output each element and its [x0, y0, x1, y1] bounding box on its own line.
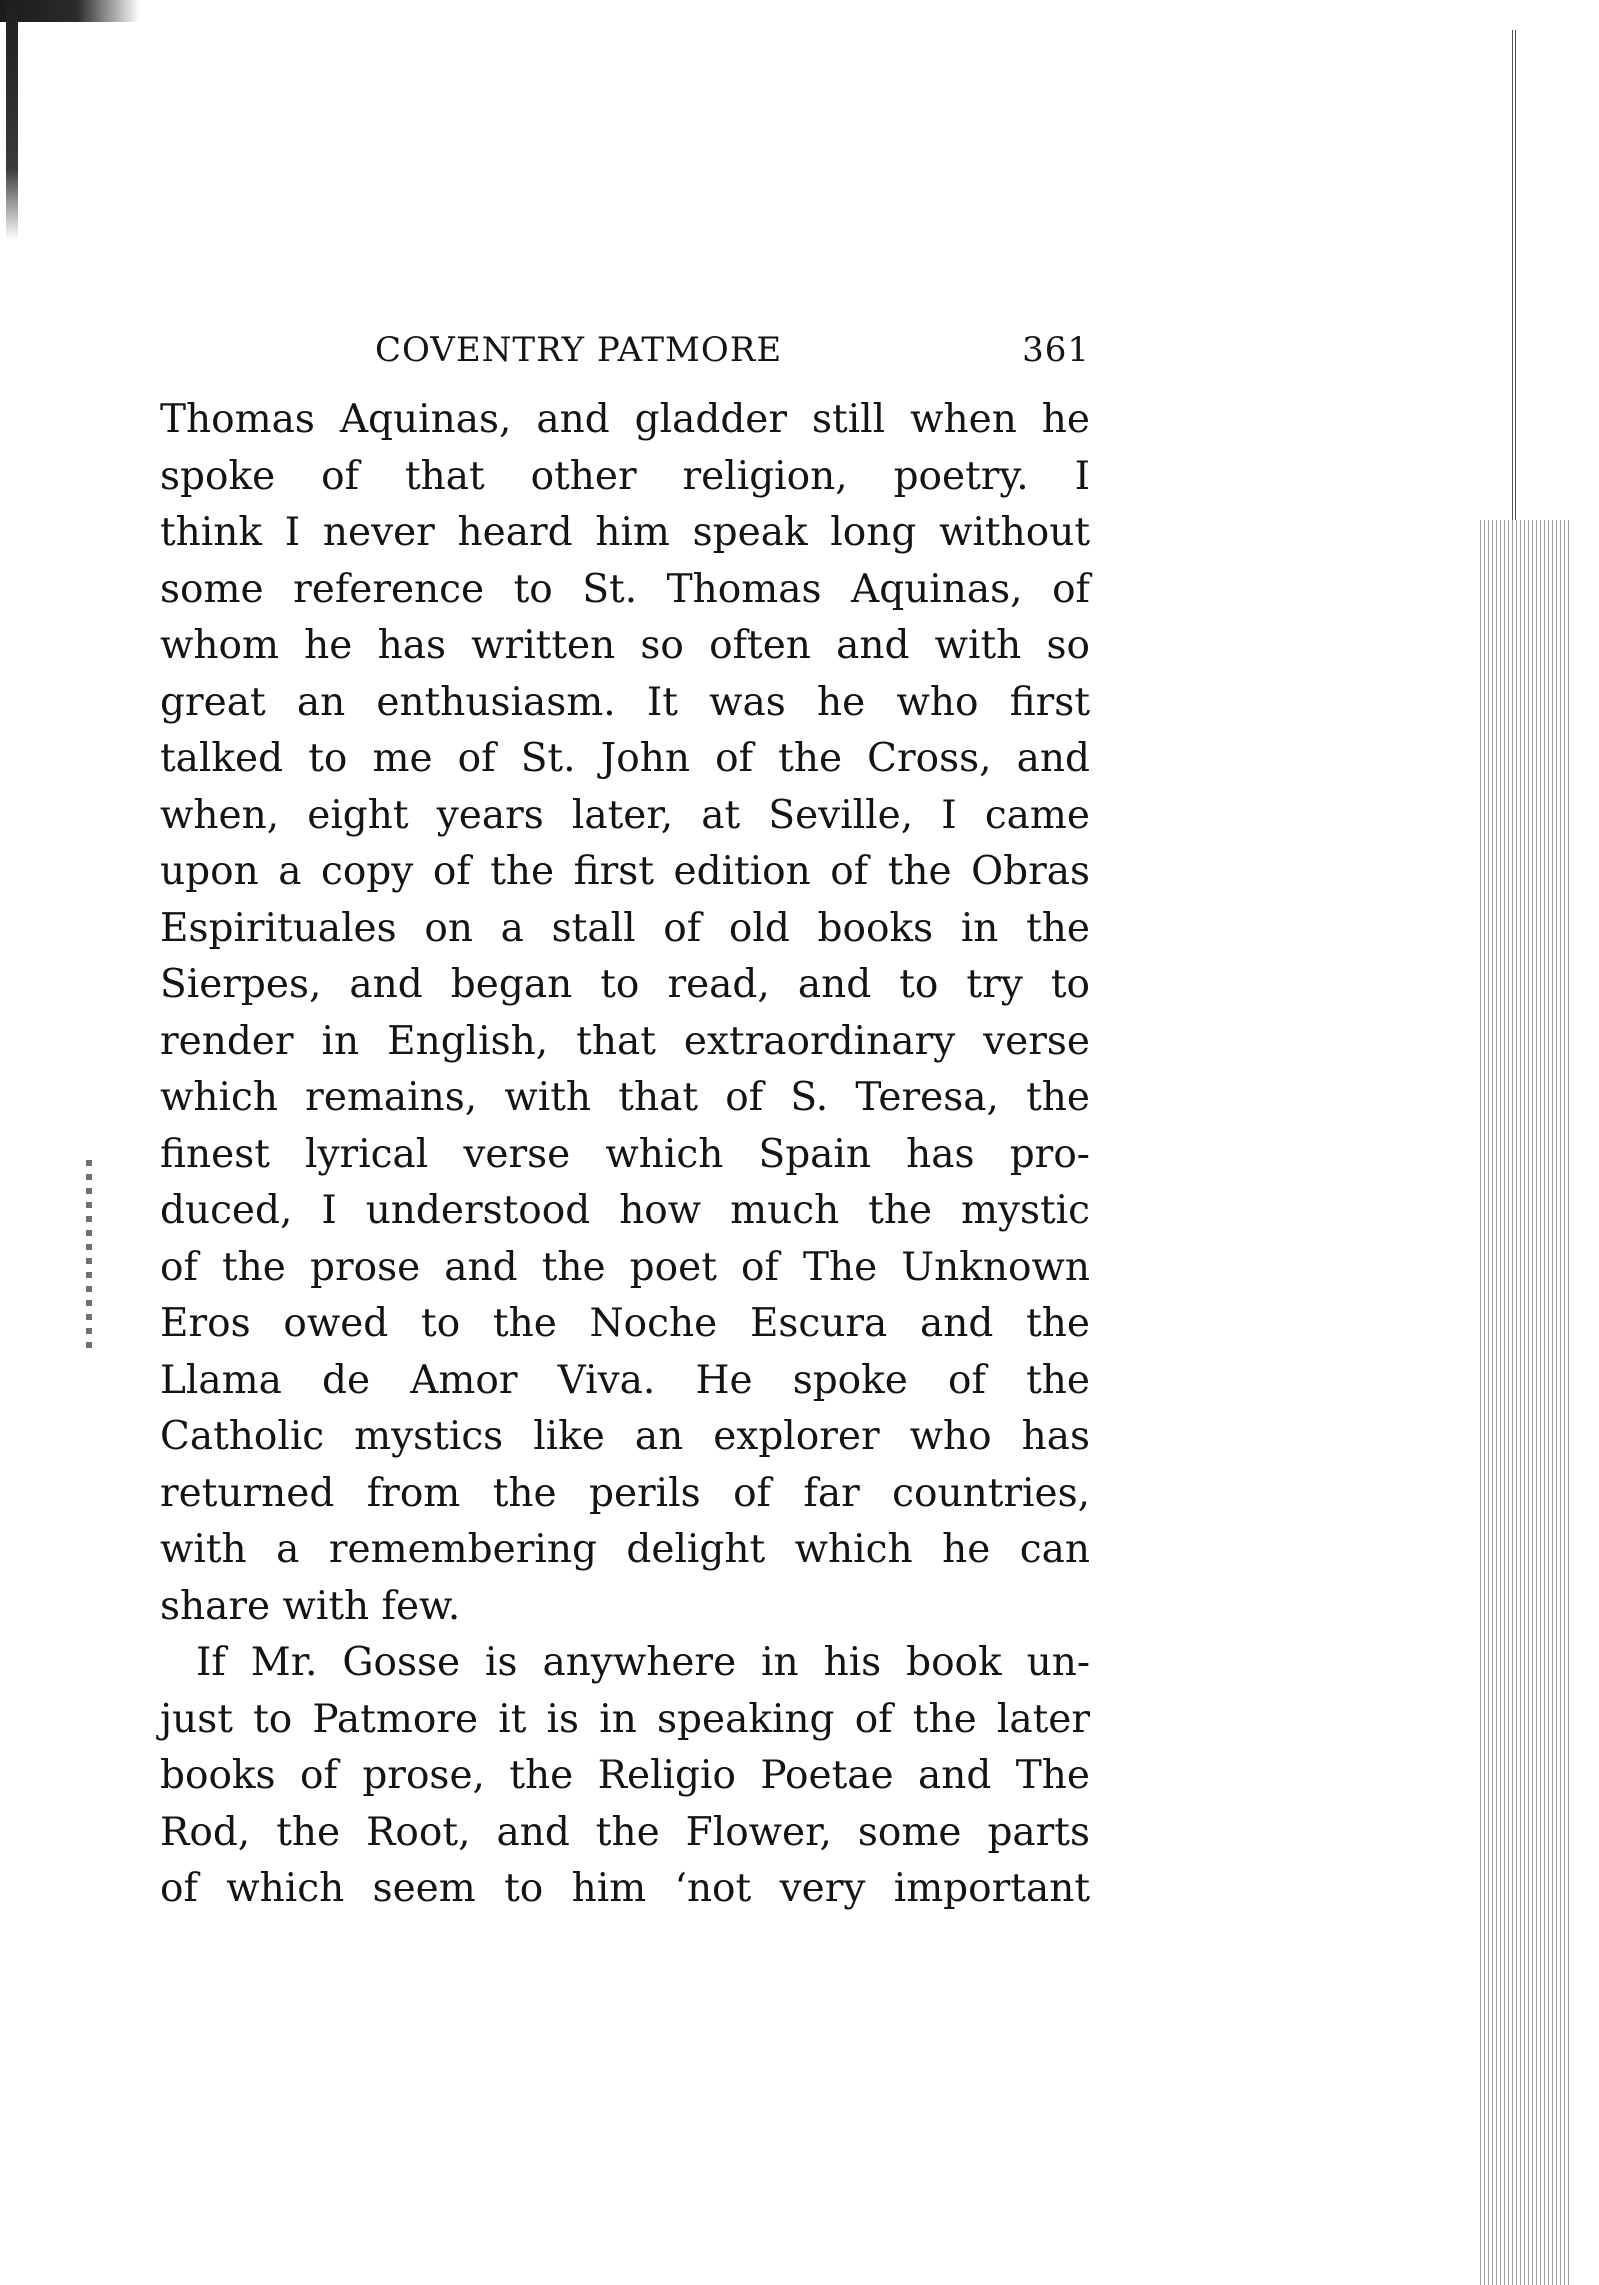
text-line: think I never heard him speak long without [160, 510, 1090, 555]
text-line: whom he has written so often and with so [160, 623, 1090, 668]
running-head [160, 330, 1090, 380]
text-line: Thomas Aquinas, and gladder still when he [160, 397, 1090, 442]
page-edge-upper [1512, 30, 1518, 520]
paragraph-end-line: share with few. [160, 1583, 461, 1629]
text-line: Rod, the Root, and the Flower, some parts [160, 1809, 1090, 1855]
text-line: Espirituales on a stall of old books in the [160, 905, 1090, 951]
paragraph-start-line: If Mr. Gosse is anywhere in his book un- [196, 1640, 1090, 1685]
text-line: Catholic mystics like an explorer who has [160, 1414, 1090, 1459]
text-line: finest lyrical verse which Spain has pro- [160, 1131, 1090, 1177]
text-line: render in English, that extraordinary verse [160, 1018, 1090, 1064]
page-number: 361 [1022, 330, 1090, 370]
scan-left-marks [86, 1160, 92, 1350]
text-line: talked to me of St. John of the Cross, and [160, 736, 1090, 781]
text-line: when, eight years later, at Seville, I came [160, 792, 1090, 838]
text-line: Eros owed to the Noche Escura and the [160, 1301, 1090, 1346]
text-line: of which seem to him ‘not very important [160, 1866, 1090, 1911]
scan-corner-shadow [0, 0, 140, 22]
text-line: Llama de Amor Viva. He spoke of the [160, 1357, 1090, 1403]
body-text [160, 392, 1090, 1918]
text-line: books of prose, the Religio Poetae and The [160, 1753, 1090, 1798]
text-line: great an enthusiasm. It was he who first [160, 679, 1090, 725]
text-line: returned from the perils of far countries, [160, 1470, 1090, 1516]
book-page [160, 330, 1090, 1918]
text-line: spoke of that other religion, poetry. I [160, 453, 1090, 499]
page-edge-stripes [1480, 520, 1570, 2285]
text-line: some reference to St. Thomas Aquinas, of [160, 566, 1090, 612]
text-line: upon a copy of the first edition of the Obras [160, 849, 1090, 894]
text-line: Sierpes, and began to read, and to try to [160, 962, 1090, 1007]
text-line: just to Patmore it is in speaking of the later [160, 1696, 1090, 1742]
running-head-title: COVENTRY PATMORE [375, 330, 783, 370]
text-line: with a remembering delight which he can [160, 1527, 1090, 1572]
scan-binding-edge [6, 0, 18, 240]
text-line: duced, I understood how much the mystic [160, 1188, 1090, 1233]
text-line: of the prose and the poet of The Unknown [160, 1244, 1090, 1290]
text-line: which remains, with that of S. Teresa, the [160, 1075, 1090, 1120]
